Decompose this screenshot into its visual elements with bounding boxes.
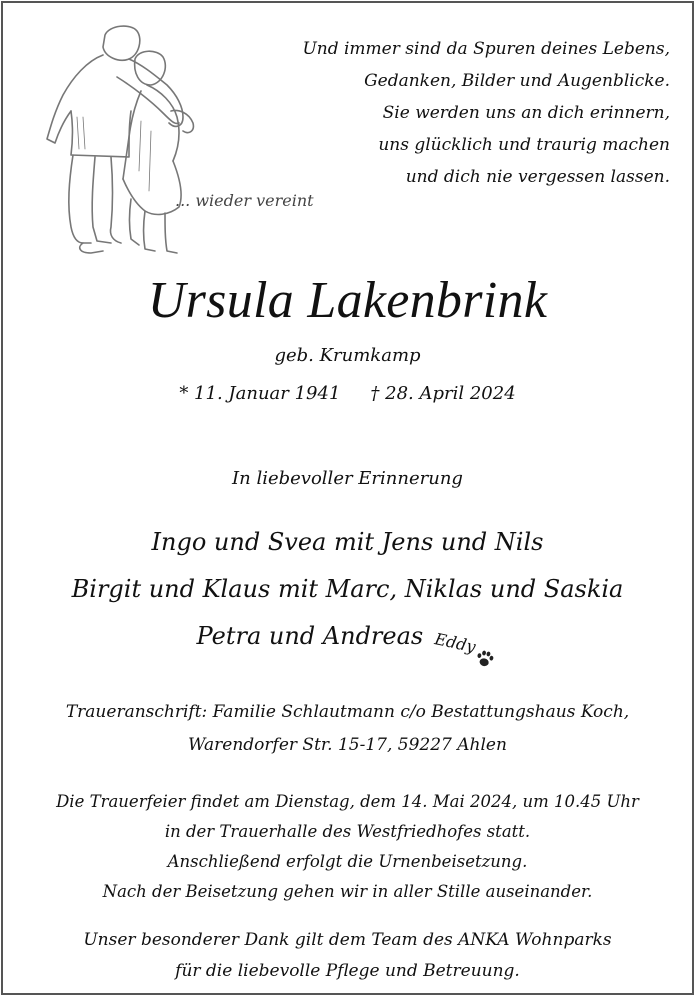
- birth-name: geb. Krumkamp: [274, 345, 421, 366]
- thanks-line: für die liebevolle Pflege und Betreuung.: [175, 961, 520, 981]
- service-line: Anschließend erfolgt die Urnenbeisetzung.: [167, 852, 528, 871]
- obituary-notice: [1, 1, 694, 995]
- mourning-address: [3, 696, 692, 762]
- life-dates: [3, 381, 692, 407]
- mourner-line: [3, 613, 692, 662]
- mourner-line: Ingo und Svea mit Jens und Nils: [151, 528, 544, 556]
- deceased-name: Ursula Lakenbrink: [147, 272, 548, 329]
- embracing-couple-sketch-icon: [33, 21, 208, 261]
- service-line: Die Trauerfeier findet am Dienstag, dem 14. Mai 2024, um 10.45 Uhr: [56, 792, 639, 811]
- mourner-names: Petra und Andreas: [196, 622, 424, 650]
- death-date: † 28. April 2024: [370, 383, 516, 404]
- address-line: Warendorfer Str. 15-17, 59227 Ahlen: [188, 735, 507, 755]
- poem-line: Sie werden uns an dich erinnern,: [382, 103, 670, 123]
- service-line: in der Trauerhalle des Westfriedhofes statt.: [164, 822, 531, 841]
- thanks-line: Unser besonderer Dank gilt dem Team des ANKA Wohnparks: [83, 930, 612, 950]
- pet-name: [430, 616, 502, 675]
- acknowledgement: [3, 925, 692, 987]
- poem-line: uns glücklich und traurig machen: [378, 135, 670, 155]
- poem-line: und dich nie vergessen lassen.: [405, 167, 670, 187]
- service-line: Nach der Beisetzung gehen wir in aller Stille auseinander.: [102, 882, 593, 901]
- mourner-line: Birgit und Klaus mit Marc, Niklas und Saskia: [71, 575, 624, 603]
- paw-icon: [473, 647, 497, 671]
- funeral-service-info: [3, 787, 692, 907]
- pet-name-text: Eddy: [433, 629, 478, 657]
- poem: [200, 33, 670, 193]
- mourners-list: [3, 519, 692, 662]
- remembrance-heading: In liebevoller Erinnerung: [232, 468, 463, 489]
- poem-line: Und immer sind da Spuren deines Lebens,: [302, 39, 670, 59]
- illustration-caption: ... wieder vereint: [175, 191, 314, 210]
- birth-date: * 11. Januar 1941: [179, 383, 341, 404]
- address-line: Traueranschrift: Familie Schlautmann c/o Bestattungshaus Koch,: [65, 702, 630, 722]
- poem-line: Gedanken, Bilder und Augenblicke.: [364, 71, 670, 91]
